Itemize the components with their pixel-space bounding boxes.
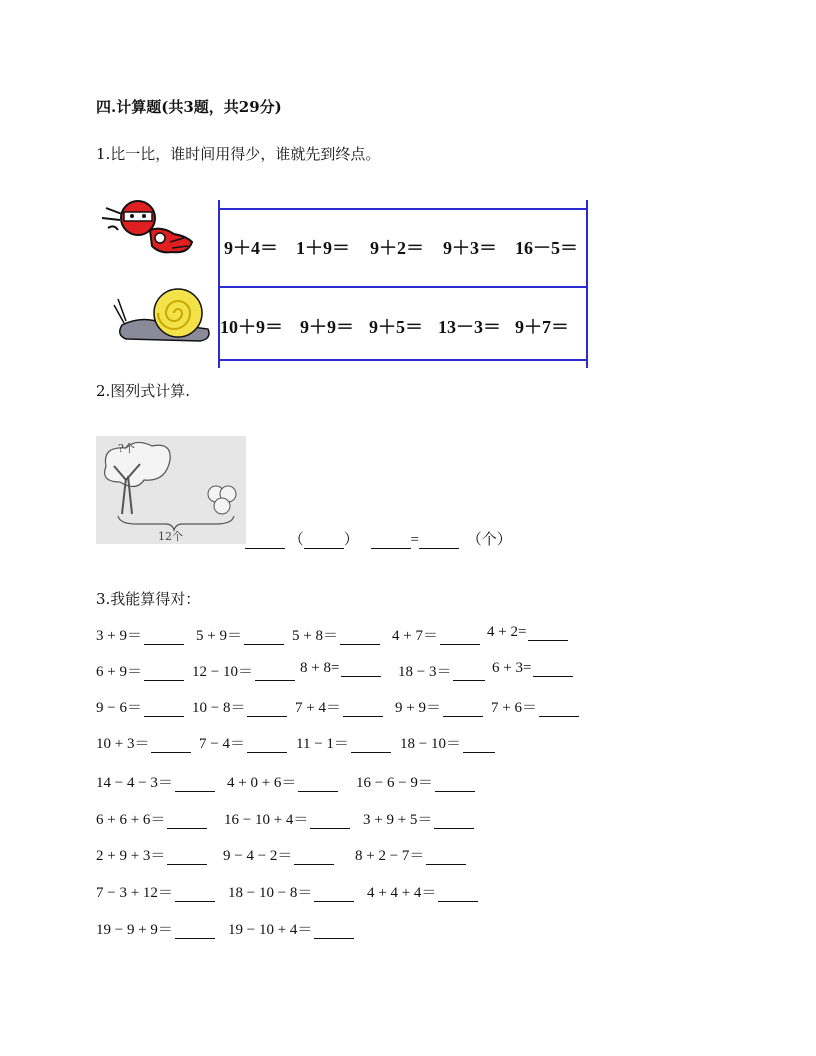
result-blank[interactable] — [419, 532, 459, 549]
race-row-ninja — [218, 234, 588, 284]
exercise-expression: 7 + 4＝ — [295, 700, 341, 716]
unknown-count-label: ?个 — [118, 442, 135, 455]
exercise-expression: 5 + 8＝ — [292, 628, 338, 644]
answer-blank[interactable] — [244, 628, 284, 645]
exercise-expression: 19 − 9 + 9＝ — [96, 922, 173, 938]
race-row-snail — [218, 313, 588, 363]
exercise-expression: 4 + 4 + 4＝ — [367, 885, 437, 901]
race-expression: 9＋5＝ — [369, 317, 423, 337]
exercise-expression: 14 − 4 − 3＝ — [96, 775, 173, 791]
exercise-expression: 12 − 10＝ — [192, 664, 253, 680]
answer-blank[interactable] — [310, 812, 350, 829]
answer-blank[interactable] — [533, 660, 573, 677]
question-3-text: 3.我能算得对： — [96, 590, 201, 608]
answer-blank[interactable] — [314, 885, 354, 902]
race-expression: 9＋7＝ — [515, 317, 569, 337]
race-expression: 10＋9＝ — [220, 317, 283, 337]
exercise-expression: 7 − 3 + 12＝ — [96, 885, 173, 901]
race-expression: 1＋9＝ — [296, 238, 350, 258]
operator-blank[interactable] — [304, 532, 344, 549]
exercise-expression: 6 + 9＝ — [96, 664, 142, 680]
answer-blank[interactable] — [314, 922, 354, 939]
total-count-label: 12个 — [158, 530, 183, 543]
exercise-expression: 4 + 0 + 6＝ — [227, 775, 297, 791]
section-title: 四.计算题(共3题，共29分) — [96, 98, 282, 116]
answer-blank[interactable] — [175, 775, 215, 792]
equals-sign: = — [410, 532, 419, 548]
exercise-expression: 10 + 3＝ — [96, 736, 150, 752]
exercise-expression: 5 + 9＝ — [196, 628, 242, 644]
answer-blank[interactable] — [453, 664, 485, 681]
answer-blank[interactable] — [175, 922, 215, 939]
answer-blank[interactable] — [144, 700, 184, 717]
race-expression: 9＋2＝ — [370, 238, 424, 258]
exercise-expression: 8 + 8= — [300, 660, 340, 676]
race-expression: 13－3＝ — [438, 317, 501, 337]
exercise-expression: 3 + 9＝ — [96, 628, 142, 644]
exercise-expression: 16 − 10 + 4＝ — [224, 812, 309, 828]
answer-blank[interactable] — [144, 628, 184, 645]
race-expression: 9＋9＝ — [300, 317, 354, 337]
question-2-text: 2.图列式计算. — [96, 382, 191, 400]
answer-blank[interactable] — [175, 885, 215, 902]
answer-blank[interactable] — [343, 700, 383, 717]
exercise-expression: 6 + 3= — [492, 660, 532, 676]
answer-blank[interactable] — [151, 736, 191, 753]
answer-blank[interactable] — [144, 664, 184, 681]
answer-blank[interactable] — [539, 700, 579, 717]
exercise-expression: 16 − 6 − 9＝ — [356, 775, 433, 791]
exercise-expression: 18 − 10 − 8＝ — [228, 885, 313, 901]
answer-blank[interactable] — [340, 628, 380, 645]
exercise-expression: 2 + 9 + 3＝ — [96, 848, 166, 864]
answer-blank[interactable] — [245, 532, 285, 549]
race-line-top — [218, 208, 588, 210]
answer-blank[interactable] — [426, 848, 466, 865]
answer-blank[interactable] — [247, 736, 287, 753]
picture-formula — [245, 528, 512, 549]
answer-blank[interactable] — [294, 848, 334, 865]
tree-picture — [96, 436, 246, 544]
answer-blank[interactable] — [341, 660, 381, 677]
snail-icon — [112, 285, 222, 347]
unit-label: （个） — [466, 532, 512, 548]
answer-blank[interactable] — [351, 736, 391, 753]
race-expression: 9＋3＝ — [443, 238, 497, 258]
answer-blank[interactable] — [440, 628, 480, 645]
open-paren: （ — [288, 532, 304, 548]
exercise-expression: 7 − 4＝ — [199, 736, 245, 752]
answer-blank[interactable] — [463, 736, 495, 753]
exercise-expression: 11 − 1＝ — [296, 736, 349, 752]
exercise-expression: 18 − 10＝ — [400, 736, 461, 752]
answer-blank[interactable] — [371, 532, 411, 549]
exercise-expression: 8 + 2 − 7＝ — [355, 848, 425, 864]
answer-blank[interactable] — [443, 700, 483, 717]
answer-blank[interactable] — [247, 700, 287, 717]
answer-blank[interactable] — [167, 848, 207, 865]
answer-blank[interactable] — [435, 775, 475, 792]
exercise-expression: 10 − 8＝ — [192, 700, 246, 716]
exercise-expression: 4 + 7＝ — [392, 628, 438, 644]
race-line-middle — [218, 286, 588, 288]
exercise-expression: 9 + 9＝ — [395, 700, 441, 716]
exercise-expression: 7 + 6＝ — [491, 700, 537, 716]
answer-blank[interactable] — [528, 624, 568, 641]
exercise-expression: 19 − 10 + 4＝ — [228, 922, 313, 938]
exercise-expression: 9 − 4 − 2＝ — [223, 848, 293, 864]
race-expression: 9＋4＝ — [224, 238, 278, 258]
question-1-text: 1.比一比，谁时间用得少，谁就先到终点。 — [96, 145, 381, 163]
exercise-expression: 3 + 9 + 5＝ — [363, 812, 433, 828]
answer-blank[interactable] — [434, 812, 474, 829]
exercise-expression: 18 − 3＝ — [398, 664, 452, 680]
answer-blank[interactable] — [167, 812, 207, 829]
ninja-runner-icon — [100, 196, 200, 266]
exercise-expression: 4 + 2= — [487, 624, 527, 640]
exercise-expression: 6 + 6 + 6＝ — [96, 812, 166, 828]
answer-blank[interactable] — [438, 885, 478, 902]
answer-blank[interactable] — [298, 775, 338, 792]
answer-blank[interactable] — [255, 664, 295, 681]
exercise-expression: 9 − 6＝ — [96, 700, 142, 716]
race-table — [218, 200, 588, 368]
race-expression: 16－5＝ — [515, 238, 578, 258]
close-paren: ） — [343, 532, 359, 548]
